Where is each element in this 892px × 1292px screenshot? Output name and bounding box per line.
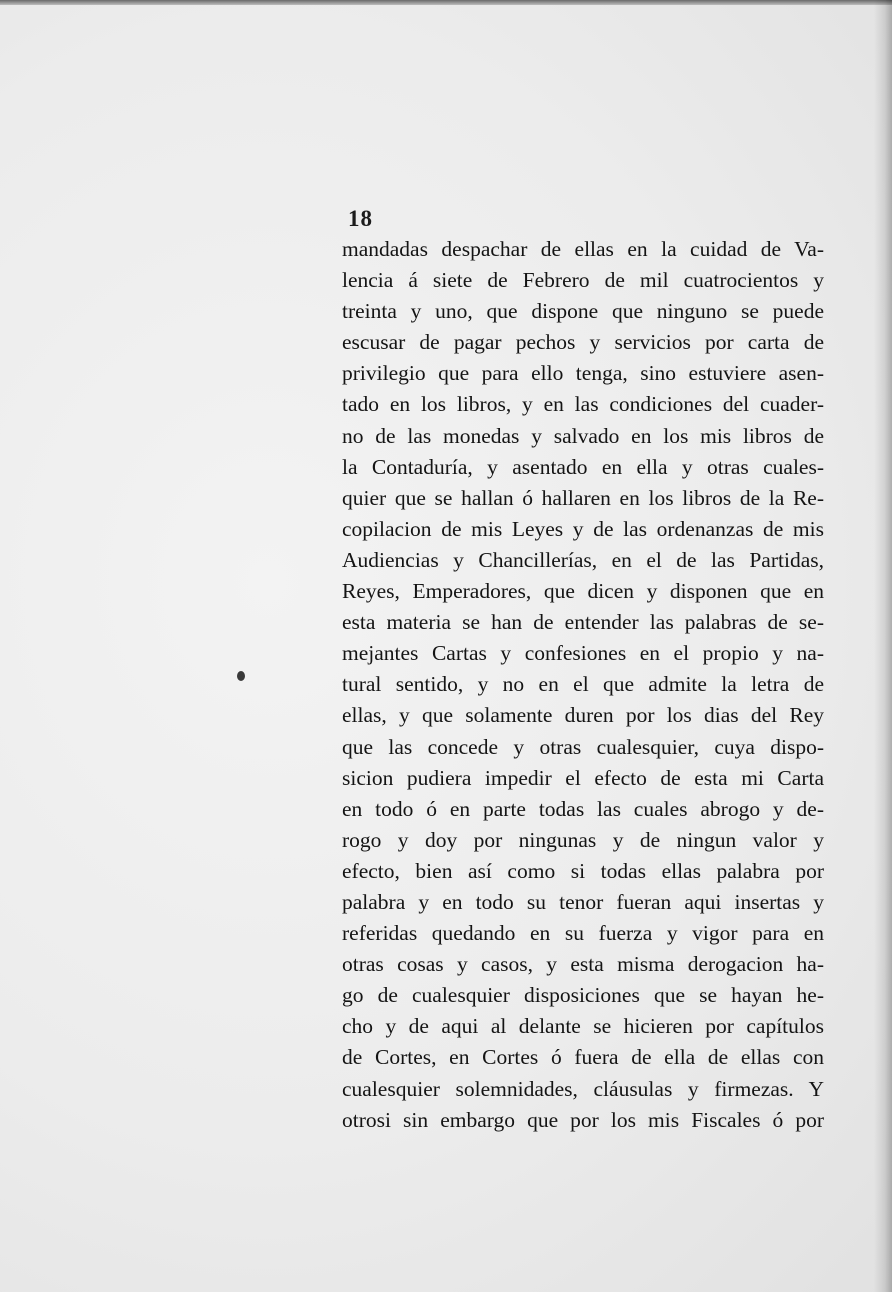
text-line: quier que se hallan ó hallaren en los libros de la Re- xyxy=(342,485,824,510)
ink-speck xyxy=(237,671,245,681)
text-line: tural sentido, y no en el que admite la letra de xyxy=(342,672,824,697)
text-line: esta materia se han de entender las palabras de se- xyxy=(342,610,824,635)
text-line: privilegio que para ello tenga, sino estuviere asen- xyxy=(342,361,824,386)
text-line: otrosi sin embargo que por los mis Fiscales ó por xyxy=(342,1107,824,1132)
text-line: que las concede y otras cualesquier, cuya dispo- xyxy=(342,734,824,759)
text-line: efecto, bien así como si todas ellas palabra por xyxy=(342,858,824,883)
page-top-edge xyxy=(0,0,892,5)
text-line: mejantes Cartas y confesiones en el propio y na- xyxy=(342,641,824,666)
text-line: palabra y en todo su tenor fueran aqui insertas y xyxy=(342,889,824,914)
text-line: mandadas despachar de ellas en la cuidad de Va- xyxy=(342,237,824,261)
page-right-shadow xyxy=(874,0,892,1292)
text-line: en todo ó en parte todas las cuales abrogo y de- xyxy=(342,796,824,821)
text-line: otras cosas y casos, y esta misma derogacion ha- xyxy=(342,952,824,977)
text-line: escusar de pagar pechos y servicios por carta de xyxy=(342,330,824,355)
text-line: tado en los libros, y en las condiciones del cuader- xyxy=(342,392,824,417)
text-line: go de cualesquier disposiciones que se hayan he- xyxy=(342,983,824,1008)
text-line: la Contaduría, y asentado en ella y otras cuales- xyxy=(342,454,824,479)
text-line: treinta y uno, que dispone que ninguno se puede xyxy=(342,299,824,324)
text-line: sicion pudiera impedir el efecto de esta mi Carta xyxy=(342,765,824,790)
text-line: copilacion de mis Leyes y de las ordenanzas de mis xyxy=(342,516,824,541)
text-line: no de las monedas y salvado en los mis libros de xyxy=(342,423,824,448)
text-line: Audiencias y Chancillerías, en el de las Partidas, xyxy=(342,547,824,572)
text-line: lencia á siete de Febrero de mil cuatrocientos y xyxy=(342,268,824,293)
text-line: Reyes, Emperadores, que dicen y disponen que en xyxy=(342,579,824,604)
text-line: referidas quedando en su fuerza y vigor para en xyxy=(342,921,824,946)
text-line: ellas, y que solamente duren por los dias del Rey xyxy=(342,703,824,728)
text-line: cho y de aqui al delante se hicieren por capítulos xyxy=(342,1014,824,1039)
page-number: 18 xyxy=(348,206,373,231)
body-text xyxy=(342,234,824,1136)
text-line: rogo y doy por ningunas y de ningun valor y xyxy=(342,827,824,852)
text-line: cualesquier solemnidades, cláusulas y firmezas. Y xyxy=(342,1076,824,1101)
text-line: de Cortes, en Cortes ó fuera de ella de ellas con xyxy=(342,1045,824,1070)
